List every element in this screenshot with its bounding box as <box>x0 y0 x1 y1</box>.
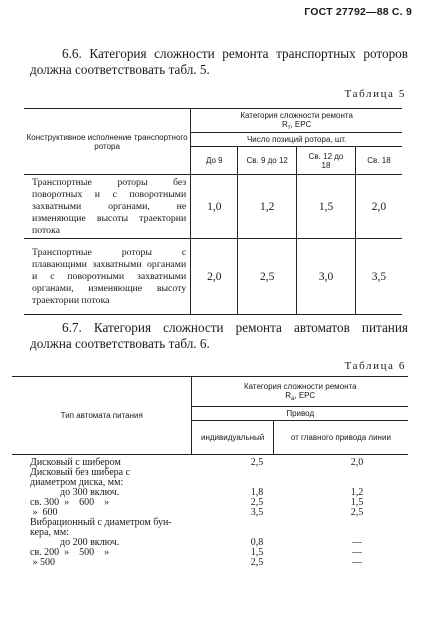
table-6-row-label: кера, мм: <box>30 527 69 538</box>
table-5-cell: 2,0 <box>191 239 238 315</box>
table-6-cell: 3,5 <box>250 507 264 518</box>
table-5-cell: 3,0 <box>297 239 356 315</box>
table-5-symbol-tail: , ЕРС <box>290 119 312 129</box>
table-6 <box>12 376 408 455</box>
table-6-symbol-sub: а <box>291 395 295 402</box>
table-6-main-header: Тип автомата питания <box>12 377 192 455</box>
table-5-cell: 3,5 <box>355 239 402 315</box>
table-6-row-label: до 300 включ. <box>30 487 120 498</box>
table-6-cell: 2,0 <box>350 457 364 468</box>
table-5-col-header: Св. 12 до 18 <box>297 147 356 175</box>
table-5 <box>24 108 402 315</box>
table-6-cell: 2,5 <box>250 497 264 508</box>
table-6-group-header-symbol <box>192 391 408 402</box>
table-6-cell: 1,2 <box>350 487 364 498</box>
table-5-cell: 2,5 <box>238 239 297 315</box>
table-6-row-label: св. 200 » 500 » <box>30 547 110 558</box>
table-6-cell: 2,5 <box>250 557 264 568</box>
table-6-sub-header: Привод <box>192 407 408 421</box>
table-6-group-header-line: Категория сложности ремонта <box>243 381 357 391</box>
table-6-cell: 2,5 <box>350 507 364 518</box>
table-5-cell: 1,2 <box>238 175 297 239</box>
table-6-row-label: диаметром диска, мм: <box>30 477 124 488</box>
table-6-row-label: св. 300 » 600 » <box>30 497 110 508</box>
table-6-symbol-tail: , ЕРС <box>294 390 316 400</box>
table-6-body <box>30 458 410 568</box>
table-row <box>24 175 402 239</box>
paragraph-6-6: 6.6. Категория сложности ремонта транспортных роторов должна соответствовать табл. 5. <box>30 46 408 77</box>
table-row <box>24 239 402 315</box>
table-5-main-header <box>24 109 191 175</box>
table-5-group-header-line: Категория сложности ремонта <box>240 110 353 120</box>
table-5-group-header-symbol <box>191 120 402 131</box>
paragraph-6-7: 6.7. Категория сложности ремонта автоматов питания должна соответствовать табл. 6. <box>30 320 408 351</box>
table-5-symbol-var: R <box>281 119 288 129</box>
table-6-row-label: » 600 <box>30 507 58 518</box>
table-6-cell: 1,5 <box>250 547 264 558</box>
table-6-row-label: » 500 <box>30 557 55 568</box>
table-6-row-label: Дисковый с шибером <box>30 457 121 468</box>
table-row <box>30 558 410 568</box>
table-5-caption: Таблица 5 <box>344 88 406 100</box>
table-5-sub-header: Число позиций ротора, шт. <box>191 133 402 147</box>
table-5-cell: 1,5 <box>297 175 356 239</box>
table-6-cell: 1,8 <box>250 487 264 498</box>
table-6-row-label: Дисковый без шибера с <box>30 467 131 478</box>
table-5-col-header: Св. 18 <box>355 147 402 175</box>
table-5-main-header-text: Конструктивное исполнение транспортного ротора <box>26 132 188 151</box>
table-6-col-header: индивидуальный <box>192 421 273 455</box>
table-5-group-header <box>191 109 402 133</box>
table-6-cell: — <box>352 547 362 558</box>
table-5-cell: 1,0 <box>191 175 238 239</box>
table-5-row-label: Транспортные роторы с плавающими захватными органами и с поворотными захватными органами, изменяющие высоту траектории потока <box>24 239 191 315</box>
table-6-cell: — <box>352 557 362 568</box>
table-6-cell: 0,8 <box>250 537 264 548</box>
table-6-group-header <box>192 377 408 407</box>
table-6-cell: 1,5 <box>350 497 364 508</box>
table-6-caption: Таблица 6 <box>344 360 406 372</box>
table-5-col-header: Св. 9 до 12 <box>238 147 297 175</box>
table-6-cell: — <box>352 537 362 548</box>
table-5-symbol-sub: т <box>287 124 291 131</box>
table-5-cell: 2,0 <box>355 175 402 239</box>
table-6-symbol-var: R <box>285 390 292 400</box>
table-6-col-header: от главного привода линии <box>273 421 408 455</box>
page-header: ГОСТ 27792—88 С. 9 <box>304 6 412 18</box>
table-6-cell: 2,5 <box>250 457 264 468</box>
table-6-row-label: Вибрационный с диаметром бун- <box>30 517 172 528</box>
table-5-row-label: Транспортные роторы без поворотных и с поворотными захватными органами, не изменяющие высоты траектории потока <box>24 175 191 239</box>
table-6-row-label: до 200 включ. <box>30 537 120 548</box>
table-row <box>30 518 410 528</box>
table-5-col-header: До 9 <box>191 147 238 175</box>
